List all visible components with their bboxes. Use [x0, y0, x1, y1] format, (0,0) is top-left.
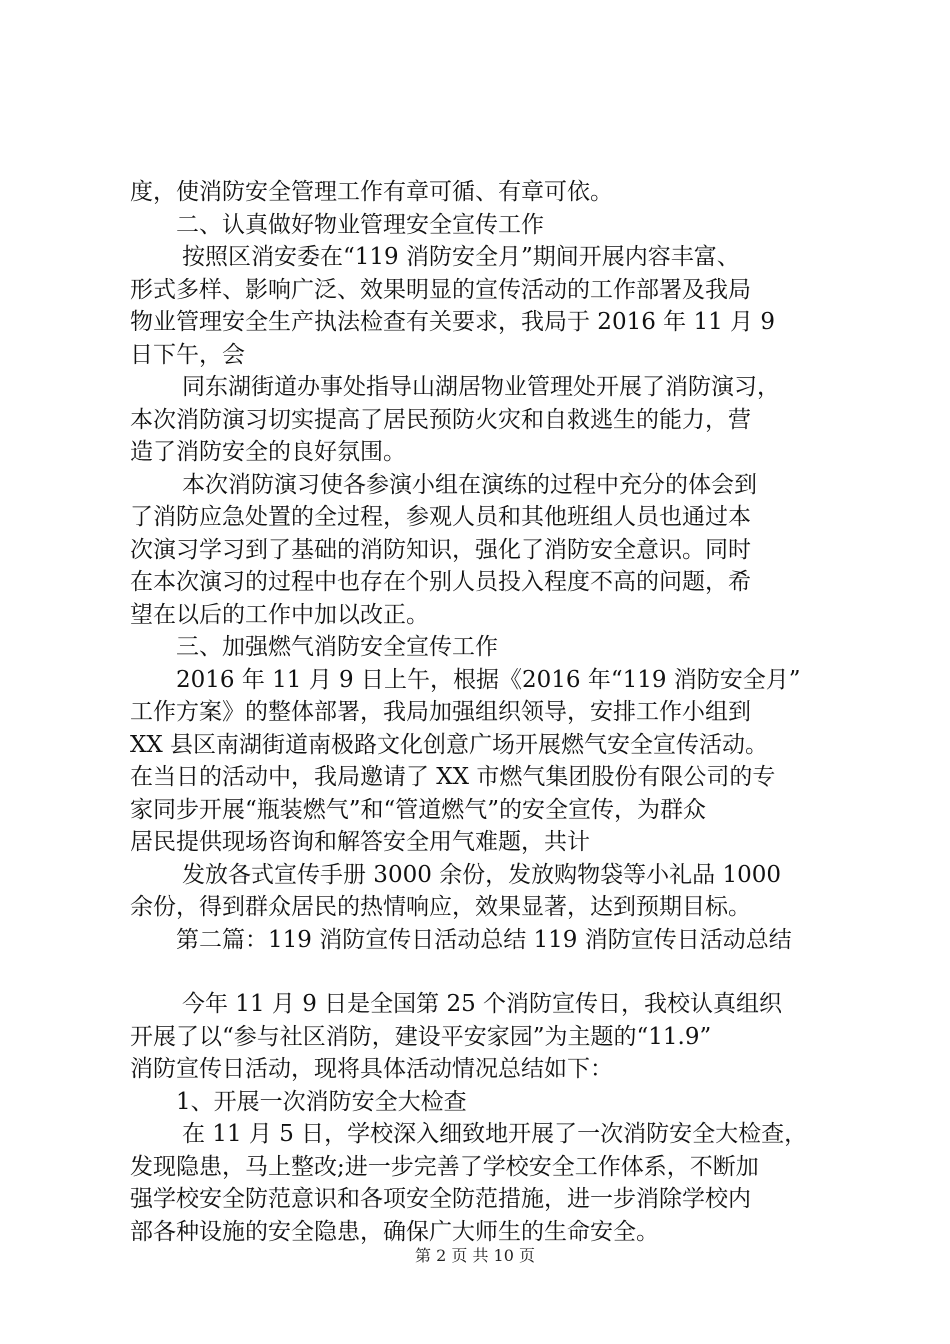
text-line: 望在以后的工作中加以改正。	[130, 601, 429, 628]
text-line: 强学校安全防范意识和各项安全防范措施，进一步消除学校内	[130, 1186, 751, 1212]
text-line: 形式多样、影响广泛、效果明显的宣传活动的工作部署及我局	[130, 276, 751, 303]
text-line: 次演习学习到了基础的消防知识，强化了消防安全意识。同时	[130, 536, 751, 563]
text-line: 发现隐患，马上整改;进一步完善了学校安全工作体系，不断加	[130, 1153, 759, 1180]
page-footer: 第 2 页 共 10 页	[415, 1246, 535, 1265]
text-line: 度，使消防安全管理工作有章可循、有章可依。	[130, 179, 613, 205]
document-body	[130, 176, 830, 1248]
text-line: 居民提供现场咨询和解答安全用气难题，共计	[130, 829, 590, 855]
text-line: 工作方案》的整体部署，我局加强组织领导，安排工作小组到	[130, 699, 751, 725]
text-line: 造了消防安全的良好氛围。	[130, 439, 406, 465]
section-heading: 1、开展一次消防安全大检查	[176, 1088, 467, 1115]
section-heading: 三、加强燃气消防安全宣传工作	[176, 634, 498, 660]
text-line: 按照区消安委在“119 消防安全月”期间开展内容丰富、	[182, 244, 740, 270]
text-line: 家同步开展“瓶装燃气”和“管道燃气”的安全宣传，为群众	[130, 796, 707, 823]
text-line: 了消防应急处置的全过程，参观人员和其他班组人员也通过本	[130, 504, 751, 530]
text-line: 在 11 月 5 日，学校深入细致地开展了一次消防安全大检查，	[182, 1121, 808, 1147]
text-line: 本次消防演习使各参演小组在演练的过程中充分的体会到	[182, 471, 757, 498]
text-line: 开展了以“参与社区消防，建设平安家园”为主题的“11.9”	[130, 1023, 712, 1050]
text-line: 余份，得到群众居民的热情响应，效果显著，达到预期目标。	[130, 894, 751, 920]
text-line: 消防宣传日活动，现将具体活动情况总结如下：	[130, 1056, 613, 1082]
chapter-heading: 第二篇：119 消防宣传日活动总结 119 消防宣传日活动总结	[176, 926, 792, 953]
text-line: XX 县区南湖街道南极路文化创意广场开展燃气安全宣传活动。	[130, 731, 769, 758]
text-line: 在本次演习的过程中也存在个别人员投入程度不高的问题，希	[130, 569, 751, 595]
text-line: 日下午，会	[130, 341, 245, 368]
text-line: 同东湖街道办事处指导山湖居物业管理处开展了消防演习，	[182, 374, 780, 400]
text-line: 2016 年 11 月 9 日上午，根据《2016 年“119 消防安全月”	[176, 666, 801, 693]
text-line: 在当日的活动中，我局邀请了 XX 市燃气集团股份有限公司的专	[130, 764, 776, 790]
text-line: 今年 11 月 9 日是全国第 25 个消防宣传日，我校认真组织	[182, 991, 783, 1017]
text-line: 部各种设施的安全隐患，确保广大师生的生命安全。	[130, 1218, 659, 1245]
paragraph-gap	[130, 956, 830, 988]
text-line: 发放各式宣传手册 3000 余份，发放购物袋等小礼品 1000	[182, 861, 781, 888]
text-line: 本次消防演习切实提高了居民预防火灾和自救逃生的能力，营	[130, 406, 751, 433]
section-heading: 二、认真做好物业管理安全宣传工作	[176, 211, 544, 238]
text-line: 物业管理安全生产执法检查有关要求，我局于 2016 年 11 月 9	[130, 309, 775, 335]
